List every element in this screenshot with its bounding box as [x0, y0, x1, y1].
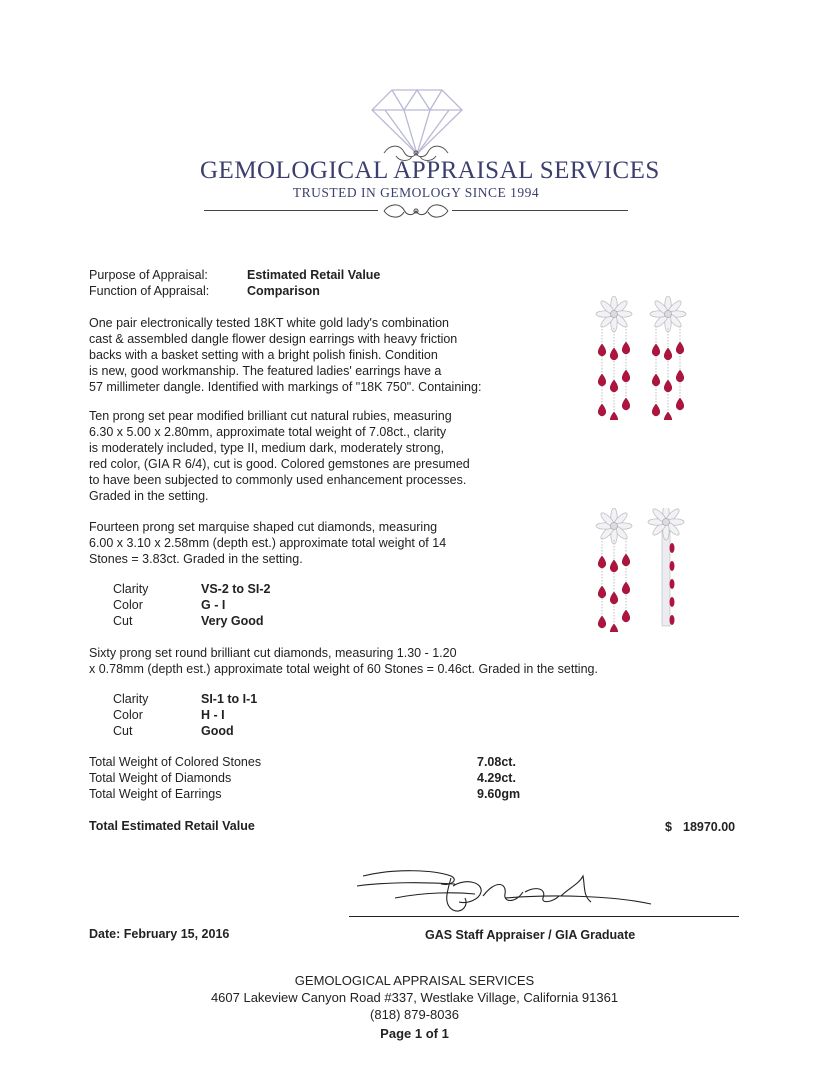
- grade-value: VS-2 to SI-2: [201, 582, 271, 596]
- grade-row-color: [113, 707, 257, 723]
- grade-row-cut: [113, 613, 270, 629]
- ruby-description: [89, 408, 470, 504]
- round-grades: [113, 691, 257, 739]
- total-row: [89, 754, 520, 770]
- grade-label: Color: [113, 598, 143, 612]
- ruby-line: red color, (GIA R 6/4), cut is good. Colored gemstones are presumed: [89, 457, 470, 471]
- total-label: Total Weight of Earrings: [89, 787, 222, 801]
- earring-photo-front: [582, 296, 702, 420]
- footer: [0, 972, 829, 1042]
- purpose-label: Purpose of Appraisal:: [89, 268, 208, 282]
- footer-company: GEMOLOGICAL APPRAISAL SERVICES: [294, 973, 535, 988]
- grade-label: Color: [113, 708, 143, 722]
- item-description: [89, 315, 481, 395]
- retail-currency: $: [665, 820, 672, 834]
- total-value: 9.60gm: [477, 787, 521, 801]
- total-label: Total Weight of Colored Stones: [89, 755, 262, 769]
- footer-address: 4607 Lakeview Canyon Road #337, Westlake Village, California 91361: [210, 990, 619, 1005]
- logo: [200, 84, 660, 229]
- total-value: 7.08ct.: [477, 755, 516, 769]
- company-title: GEMOLOGICAL APPRAISAL SERVICES: [200, 157, 660, 184]
- marquise-line: 6.00 x 3.10 x 2.58mm (depth est.) approximate total weight of 14: [89, 536, 447, 550]
- function-label: Function of Appraisal:: [89, 284, 210, 298]
- total-row: [89, 770, 520, 786]
- footer-phone: (818) 879-8036: [370, 1007, 459, 1022]
- marquise-grades: [113, 581, 270, 629]
- ruby-line: 6.30 x 5.00 x 2.80mm, approximate total weight of 7.08ct., clarity: [89, 425, 447, 439]
- round-line: x 0.78mm (depth est.) approximate total weight of 60 Stones = 0.46ct. Graded in the setting.: [89, 662, 598, 676]
- ruby-line: is moderately included, type II, medium dark, moderately strong,: [89, 441, 445, 455]
- grade-value: SI-1 to I-1: [201, 692, 258, 706]
- earring-photo-side: [582, 508, 702, 632]
- total-value: 4.29ct.: [477, 771, 516, 785]
- total-label: Total Weight of Diamonds: [89, 771, 232, 785]
- description-line: is new, good workmanship. The featured ladies' earrings have a: [89, 364, 442, 378]
- round-line: Sixty prong set round brilliant cut diamonds, measuring 1.30 - 1.20: [89, 646, 457, 660]
- grade-value: G - I: [201, 598, 226, 612]
- signature-line: [349, 916, 739, 917]
- grade-row-cut: [113, 723, 257, 739]
- grade-value: Good: [201, 724, 234, 738]
- grade-value: H - I: [201, 708, 225, 722]
- round-description: [89, 645, 598, 677]
- totals-table: [89, 754, 520, 802]
- marquise-line: Fourteen prong set marquise shaped cut diamonds, measuring: [89, 520, 438, 534]
- company-tagline: TRUSTED IN GEMOLOGY SINCE 1994: [292, 185, 540, 200]
- grade-row-color: [113, 597, 270, 613]
- description-line: backs with a basket setting with a bright polish finish. Condition: [89, 348, 438, 362]
- page-number: Page 1 of 1: [380, 1026, 449, 1041]
- retail-amount: 18970.00: [683, 820, 736, 834]
- appraiser-title: GAS Staff Appraiser / GIA Graduate: [425, 928, 636, 942]
- grade-label: Clarity: [113, 692, 149, 706]
- grade-label: Cut: [113, 614, 133, 628]
- ornament-bottom: [380, 200, 452, 222]
- divider-right: [452, 210, 628, 211]
- description-line: cast & assembled dangle flower design earrings with heavy friction: [89, 332, 458, 346]
- description-line: One pair electronically tested 18KT white gold lady's combination: [89, 316, 449, 330]
- marquise-description: [89, 519, 446, 567]
- total-row: [89, 786, 520, 802]
- grade-value: Very Good: [201, 614, 264, 628]
- grade-label: Clarity: [113, 582, 149, 596]
- grade-label: Cut: [113, 724, 133, 738]
- ruby-line: to have been subjected to commonly used enhancement processes.: [89, 473, 467, 487]
- function-value: Comparison: [247, 284, 320, 298]
- purpose-value: Estimated Retail Value: [247, 268, 381, 282]
- ruby-line: Ten prong set pear modified brilliant cut natural rubies, measuring: [89, 409, 452, 423]
- appraisal-date: Date: February 15, 2016: [89, 927, 230, 941]
- divider-left: [204, 210, 378, 211]
- marquise-line: Stones = 3.83ct. Graded in the setting.: [89, 552, 303, 566]
- signature: [355, 862, 655, 920]
- description-line: 57 millimeter dangle. Identified with markings of "18K 750". Containing:: [89, 380, 482, 394]
- retail-value-label: Total Estimated Retail Value: [89, 819, 255, 833]
- ruby-line: Graded in the setting.: [89, 489, 209, 503]
- grade-row-clarity: [113, 581, 270, 597]
- grade-row-clarity: [113, 691, 257, 707]
